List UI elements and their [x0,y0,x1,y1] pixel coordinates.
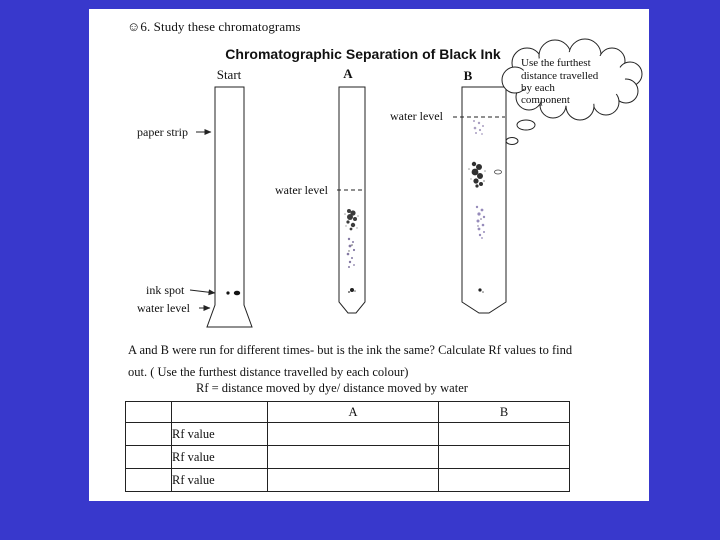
header-cell-b: B [439,402,570,423]
row3-label: Rf value [172,469,268,492]
row2-cell-a [268,446,439,469]
strip-a-label: A [343,66,353,81]
rf-table [125,401,570,492]
ink-spot-arrow-icon [190,290,215,293]
row3-cell-b [439,469,570,492]
bubble-line-3: by each [521,82,555,94]
table-header-row [126,402,570,423]
row1-label: Rf value [172,423,268,446]
row2-cell-b [439,446,570,469]
rf-formula: Rf = distance moved by dye/ distance moved by water [196,381,468,395]
start-strip-label: Start [216,67,242,82]
row1-cell-empty [126,423,172,446]
paper-strip-label: paper strip [137,125,188,139]
page-title: Chromatographic Separation of Black Ink [225,46,501,62]
table-row [126,423,570,446]
ink-spot-label: ink spot [146,283,185,297]
header-cell-empty-1 [126,402,172,423]
slide-heading: ☺6. Study these chromatograms [127,19,301,34]
slide [89,9,649,501]
row2-cell-empty [126,446,172,469]
row3-cell-a [268,469,439,492]
water-level-a-label: water level [275,183,328,197]
bubble-line-1: Use the furthest [521,57,591,69]
chromatogram-strip-a [339,87,365,313]
row3-cell-empty [126,469,172,492]
row1-cell-b [439,423,570,446]
bubble-line-4: component [521,94,570,106]
table-row [126,469,570,492]
row2-label: Rf value [172,446,268,469]
water-level-b-label: water level [390,109,443,123]
strip-b-label: B [463,68,473,83]
thought-bubble-trail-1 [517,120,535,130]
water-level-start-label: water level [137,301,190,315]
row1-cell-a [268,423,439,446]
thought-bubble-trail-2 [506,138,518,145]
body-text-line2: out. ( Use the furthest distance travelled by each colour) [128,365,409,379]
chromatogram-strip-start [207,87,252,327]
chromatogram-strip-b [462,87,506,313]
bubble-line-2: distance travelled [521,70,599,82]
table-row [126,446,570,469]
header-cell-empty-2 [172,402,268,423]
body-text-line1: A and B were run for different times- but is the ink the same? Calculate Rf values to find [128,343,573,357]
header-cell-a: A [268,402,439,423]
